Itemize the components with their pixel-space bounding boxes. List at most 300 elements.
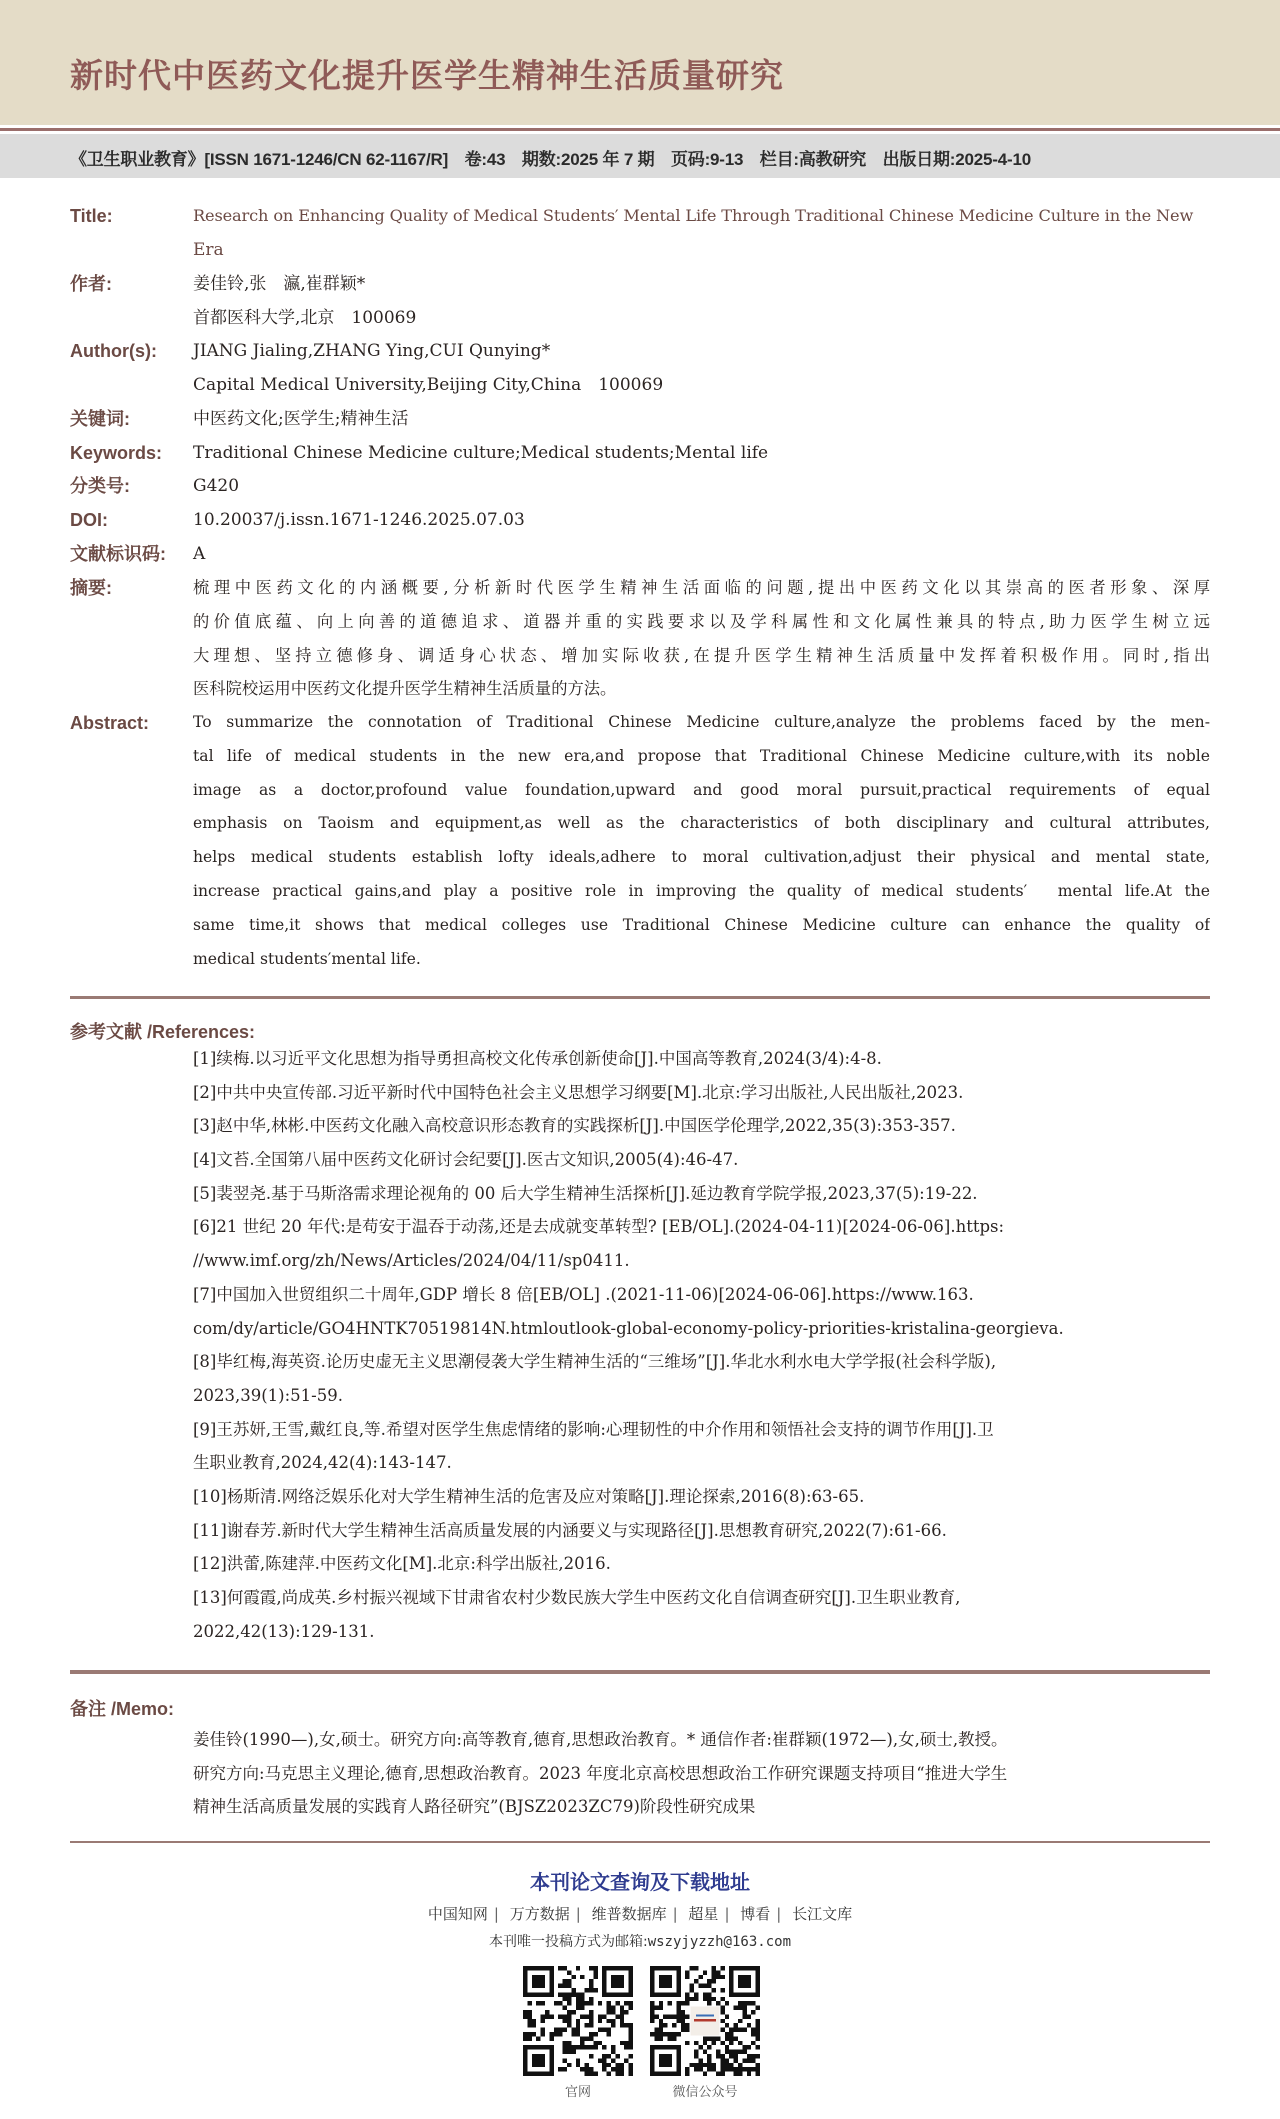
qr-module [576,2001,580,2005]
qr-code-website [523,1965,633,2077]
qr-module [593,1988,597,1992]
qr-module [563,2045,567,2049]
qr-module [716,2001,720,2005]
reference-line: [6]21 世纪 20 年代:是苟安于温吞于动荡,还是去成就变革转型? [EB/OL].(2024-04-11)[2024-06-06].https: [193,1217,1005,1237]
qr-module [589,2014,593,2018]
qr-module [532,2054,545,2067]
qr-module [725,2067,729,2071]
qr-module [694,2019,716,2022]
qr-module [593,1970,597,1974]
qr-module [576,2023,580,2027]
qr-module [663,2023,667,2027]
qr-module [620,2067,624,2071]
qr-module [734,2067,738,2071]
qr-module [703,2041,707,2045]
qr-module [751,2054,755,2058]
qr-module [620,2010,624,2014]
qr-module [751,2041,755,2045]
qr-module [563,2028,567,2032]
qr-module [567,2001,571,2005]
qr-module [523,2010,527,2014]
qr-module [756,2019,760,2023]
qr-module [602,2028,606,2032]
qr-module [685,2041,689,2045]
qr-module [615,2063,619,2067]
reference-line: [8]毕红梅,海英资.论历史虚无主义思潮侵袭大学生精神生活的“三维场”[J].华北水利水电大学学报(社会科学版), [193,1352,997,1372]
qr-module [747,2072,751,2076]
email-address[interactable]: wszyjyzzh@163.com [647,1934,791,1950]
qr-module [707,2063,711,2067]
qr-module [558,1966,562,1970]
qr-module [624,2023,628,2027]
qr-module [576,2019,580,2023]
qr-module [703,1997,707,2001]
qr-module [563,2058,567,2062]
qr-module [738,2063,742,2067]
qr-module [629,2001,633,2005]
qr-module [707,2054,711,2058]
qr-module [532,2019,536,2023]
qr-module [567,2050,571,2054]
database-link[interactable]: 万方数据 [509,1905,570,1923]
qr-module [558,2032,562,2036]
qr-module [720,2072,724,2076]
qr-module [690,1988,694,1992]
qr-module [620,2063,624,2067]
qr-module [751,2001,755,2005]
memo-heading: 备注 /Memo: [70,1699,175,1719]
qr-module [593,1975,597,1979]
qr-module [607,2001,611,2005]
qr-module [668,2032,672,2036]
header-banner [0,0,1280,125]
qr-module [567,1970,571,1974]
affiliation-en: Capital Medical University,Beijing City,China 100069 [193,375,664,395]
qr-module [716,1970,720,1974]
qr-module [672,2014,676,2018]
qr-module [742,2028,746,2032]
reference-line: [3]赵中华,林彬.中医药文化融入高校意识形态教育的实践探析[J].中国医学伦理学,2022,35(3):353-357. [193,1116,956,1136]
qr-module [712,1970,716,1974]
qr-module [703,2063,707,2067]
qr-module [536,2001,540,2005]
qr-module [629,2063,633,2067]
qr-module [751,2010,755,2014]
memo-body [193,1723,1210,1824]
qr-module [624,2058,628,2062]
qr-module [751,2058,755,2062]
qr-module [558,1992,562,1996]
qr-module [703,1984,707,1988]
qr-module [602,2045,606,2049]
qr-module [589,2023,593,2027]
qr-module [734,2054,738,2058]
qr-module [611,2006,615,2010]
abstract-en-line: image as a doctor,profound value foundation,upward and good moral pursuit,practical requirements of equal [193,780,1210,799]
qr-module [593,1966,597,1970]
field-title [0,199,1280,233]
qr-module [589,1984,593,1988]
qr-module [629,2072,633,2076]
field-authors-cn [0,267,1280,301]
qr-module [659,2028,663,2032]
qr-module [663,2014,667,2018]
qr-module [707,2058,711,2062]
qr-module [620,2019,624,2023]
abstract-en-line: emphasis on Taoism and equipment,as well as the characteristics of both disciplinary and cultural attributes, [193,814,1210,833]
qr-module [716,2054,720,2058]
qr-module [747,2023,751,2027]
qr-module [712,1997,716,2001]
qr-module [598,2014,602,2018]
reference-line: 2023,39(1):51-59. [193,1385,343,1405]
qr-module [681,2023,685,2027]
reference-line: [2]中共中央宣传部.习近平新时代中国特色社会主义思想学习纲要[M].北京:学习出版社,人民出版社,2023. [193,1082,964,1102]
qr-code-icon[interactable] [523,1965,633,2077]
class-label: 分类号: [70,476,130,496]
qr-module [607,2054,611,2058]
qr-module [676,2014,680,2018]
field-doi [0,503,1280,537]
database-link[interactable]: 超星 [688,1905,719,1923]
qr-module [624,2041,628,2045]
qr-module [681,2028,685,2032]
authors-cn: 姜佳铃,张 瀛,崔群颖* [193,274,366,294]
qr-module [567,1992,571,1996]
qr-module [725,2063,729,2067]
database-link[interactable]: 博看 [740,1905,771,1923]
qr-module [694,2054,698,2058]
qr-module [571,2028,575,2032]
qr-module [549,2032,553,2036]
qr-module [694,2041,698,2045]
qr-module [685,1975,689,1979]
reference-line: 2022,42(13):129-131. [193,1621,375,1641]
qr-module [747,2014,751,2018]
reference-line: [11]谢春芳.新时代大学生精神生活高质量发展的内涵要义与实现路径[J].思想教育研究,2022(7):61-66. [193,1520,947,1540]
qr-module [589,2001,593,2005]
reference-line[interactable]: com/dy/article/GO4HNTK70519814N.htmloutlook-global-economy-policy-priorities-kristalina-georgieva. [193,1318,1064,1338]
qr-module [690,1984,694,1988]
qr-module [589,1979,593,1983]
abstract-cn-line: 大理想、坚持立德修身、调适身心状态、增加实际收获,在提升医学生精神生活质量中发挥着积极作用。同时,指出 [193,645,1210,665]
qr-module [659,1975,672,1988]
field-authors-en [0,334,1280,368]
qr-module [607,2019,611,2023]
qr-module [527,2023,531,2027]
qr-module [611,2067,615,2071]
qr-label-wechat: 微信公众号 [672,2085,738,2100]
qr-module [742,2001,746,2005]
references-divider [70,996,1210,999]
abstract-en-line: helps medical students establish lofty ideals,adhere to moral cultivation,adjust their physical and mental state, [193,848,1210,867]
qr-module [629,2028,633,2032]
qr-module [681,2014,685,2018]
keywords-en: Traditional Chinese Medicine culture;Medical students;Mental life [193,443,769,463]
qr-module [742,2050,746,2054]
qr-module [720,2010,724,2014]
qr-module [707,2045,711,2049]
reference-line[interactable]: //www.imf.org/zh/News/Articles/2024/04/11/sp0411. [193,1251,630,1271]
email-prefix: 本刊唯一投稿方式为邮箱: [488,1934,648,1950]
qr-module [554,2001,558,2005]
qr-module [571,2032,575,2036]
qr-module [712,1966,716,1970]
qr-module [589,2067,593,2071]
qr-module [676,2010,680,2014]
qr-module [554,2028,558,2032]
qr-module [567,1979,571,1983]
qr-module [629,2036,633,2040]
qr-module [589,2032,593,2036]
reference-line: [7]中国加入世贸组织二十周年,GDP 增长 8 倍[EB/OL] .(2021-11-06)[2024-06-06].https://www.163. [193,1284,974,1304]
qr-module [729,2050,733,2054]
qr-module [729,2054,733,2058]
qr-module [558,2067,562,2071]
qr-module [690,2063,694,2067]
qr-module [629,2023,633,2027]
qr-module [629,2032,633,2036]
qr-module [563,2006,567,2010]
qr-module [694,2050,698,2054]
reference-line: [12]洪蕾,陈建萍.中医药文化[M].北京:科学出版社,2016. [193,1554,611,1574]
qr-module [571,1988,575,1992]
qr-module [694,1979,698,1983]
qr-module [698,1975,702,1979]
qr-module [589,2010,593,2014]
qr-module [589,2054,593,2058]
qr-module [734,2058,738,2062]
qr-module [720,1966,724,1970]
qr-module [571,2045,575,2049]
doc-code-label: 文献标识码: [70,544,166,564]
reference-line: [10]杨斯清.网络泛娱乐化对大学生精神生活的危害及应对策略[J].理论探索,2016(8):63-65. [193,1486,865,1506]
qr-module [742,2010,746,2014]
reference-line: [5]裴翌尧.基于马斯洛需求理论视角的 00 后大学生精神生活探析[J].延边教育学院学报,2023,37(5):19-22. [193,1183,978,1203]
qr-module [712,1975,716,1979]
qr-module [729,2036,733,2040]
qr-module [707,2036,711,2040]
journal-name: 《卫生职业教育》 [70,150,205,169]
qr-module [729,2041,733,2045]
qr-module [523,2014,527,2018]
qr-module [650,2014,654,2018]
memo-line: 姜佳铃(1990—),女,硕士。研究方向:高等教育,德育,思想政治教育。* 通信作者:崔群颖(1972—),女,硕士,教授。 [193,1730,1008,1749]
qr-module [593,2041,597,2045]
qr-module [707,1997,711,2001]
class-value: G420 [193,476,240,496]
qr-module [685,2067,689,2071]
qr-module [589,2019,593,2023]
qr-module [712,1988,716,1992]
qr-module [696,2014,714,2016]
qr-module [720,2006,724,2010]
qr-module [716,1975,720,1979]
header-divider [0,128,1280,131]
qr-module [729,2028,733,2032]
qr-module [563,2067,567,2071]
qr-module [598,2058,602,2062]
authors-en-label: Author(s): [70,341,157,361]
qr-module [756,2023,760,2027]
qr-module [567,2041,571,2045]
qr-module [712,2067,716,2071]
qr-module [598,2028,602,2032]
qr-module [712,2063,716,2067]
qr-module [720,2041,724,2045]
volume: 卷:43 [464,150,506,169]
qr-module [576,2032,580,2036]
qr-module [563,2019,567,2023]
field-class [0,469,1280,503]
qr-module [698,2058,702,2062]
abstract-en-line: To summarize the connotation of Traditional Chinese Medicine culture,analyze the problems faced by the men- [193,713,1210,731]
field-doc-code [0,537,1280,571]
qr-module [620,2006,624,2010]
qr-module [725,2058,729,2062]
field-title-cont [0,233,1280,267]
pub-date: 出版日期:2025-4-10 [882,150,1031,169]
qr-module [563,1992,567,1996]
qr-module [620,2072,624,2076]
qr-module [720,2019,724,2023]
qr-module [720,1997,724,2001]
reference-line: [13]何霞霞,尚成英.乡村振兴视域下甘肃省农村少数民族大学生中医药文化自信调查研究[J].卫生职业教育, [193,1588,961,1607]
qr-module [685,2028,689,2032]
doi-value[interactable]: 10.20037/j.issn.1671-1246.2025.07.03 [193,510,525,530]
qr-module [545,2014,549,2018]
qr-module [541,2028,545,2032]
qr-module [742,2058,746,2062]
qr-module [585,2036,589,2040]
qr-module [725,2045,729,2049]
database-list: 中国知网 | 万方数据 | 维普数据库 | 超星 | 博看 | 长江文库 [427,1905,853,1923]
qr-module [734,2072,738,2076]
memo-line: 精神生活高质量发展的实践育人路径研究”(BJSZ2023ZC79)阶段性研究成果 [193,1797,756,1817]
qr-module [756,2054,760,2058]
qr-module [654,2036,658,2040]
qr-module [707,1984,711,1988]
qr-module [685,2072,689,2076]
qr-module [629,2006,633,2010]
qr-module [567,2019,571,2023]
qr-module [654,2006,658,2010]
qr-module [650,2032,654,2036]
qr-module [629,2067,633,2071]
qr-module [611,2010,615,2014]
qr-module [694,2063,698,2067]
qr-module [712,2041,716,2045]
qr-module [624,2001,628,2005]
qr-module [576,1992,580,1996]
qr-module [563,2050,567,2054]
qr-module [672,2036,676,2040]
qr-module [554,2032,558,2036]
qr-module [681,2001,685,2005]
pages: 页码:9-13 [670,150,744,169]
database-link[interactable]: 长江文库 [792,1905,853,1923]
qr-module [620,2023,624,2027]
qr-module [725,2001,729,2005]
qr-module [624,2045,628,2049]
qr-module [694,1992,698,1996]
qr-module [571,1992,575,1996]
qr-module [629,2041,633,2045]
qr-module [607,2032,611,2036]
qr-module [698,2067,702,2071]
submission-email [0,1931,1280,1951]
qr-module [589,2045,593,2049]
qr-module [707,2001,711,2005]
qr-module [589,2036,593,2040]
qr-module [580,2001,584,2005]
qr-module [738,1975,751,1988]
qr-module [523,2032,527,2036]
qr-module [685,2001,689,2005]
qr-module [672,2023,676,2027]
qr-module [712,2036,716,2040]
issn: [ISSN 1671-1246/CN 62-1167/R] [204,150,449,169]
affiliation-cn: 首都医科大学,北京 100069 [193,308,417,328]
qr-module [576,2028,580,2032]
qr-module [738,2001,742,2005]
qr-module [694,1966,698,1970]
qr-module [738,2019,742,2023]
memo-line: 研究方向:马克思主义理论,德育,思想政治教育。2023 年度北京高校思想政治工作研究课题支持项目“推进大学生 [193,1763,1008,1783]
qr-module [703,1992,707,1996]
qr-module [729,2032,733,2036]
qr-module [747,2067,751,2071]
reference-list [193,1042,1210,1648]
qr-code-icon[interactable] [650,1965,760,2077]
abstract-cn-line: 医科院校运用中医药文化提升医学生精神生活质量的方法。 [193,679,617,699]
qr-module [681,2010,685,2014]
qr-module [576,2045,580,2049]
qr-module [580,2067,584,2071]
qr-module [716,2072,720,2076]
abstract-cn [193,571,1210,706]
database-link[interactable]: 中国知网 [427,1905,488,1923]
title-label: Title: [70,206,113,226]
qr-module [585,1988,589,1992]
qr-module [751,2067,755,2071]
qr-module [585,2023,589,2027]
qr-module [563,1997,567,2001]
qr-module [738,2041,742,2045]
qr-module [690,1966,694,1970]
qr-module [716,2036,720,2040]
qr-module [541,2014,545,2018]
qr-module [567,2010,571,2014]
qr-module [602,2014,606,2018]
qr-module [571,1975,575,1979]
qr-module [725,2023,729,2027]
qr-module [580,2041,584,2045]
issue: 期数:2025 年 7 期 [521,150,655,169]
qr-module [703,2050,707,2054]
qr-module [734,2006,738,2010]
qr-module [654,2028,658,2032]
qr-module [620,2041,624,2045]
qr-module [703,2036,707,2040]
qr-module [734,2036,738,2040]
qr-module [523,2036,527,2040]
qr-module [585,2067,589,2071]
database-link[interactable]: 维普数据库 [591,1905,667,1923]
qr-module [668,2036,672,2040]
qr-module [571,2050,575,2054]
qr-module [545,2010,549,2014]
